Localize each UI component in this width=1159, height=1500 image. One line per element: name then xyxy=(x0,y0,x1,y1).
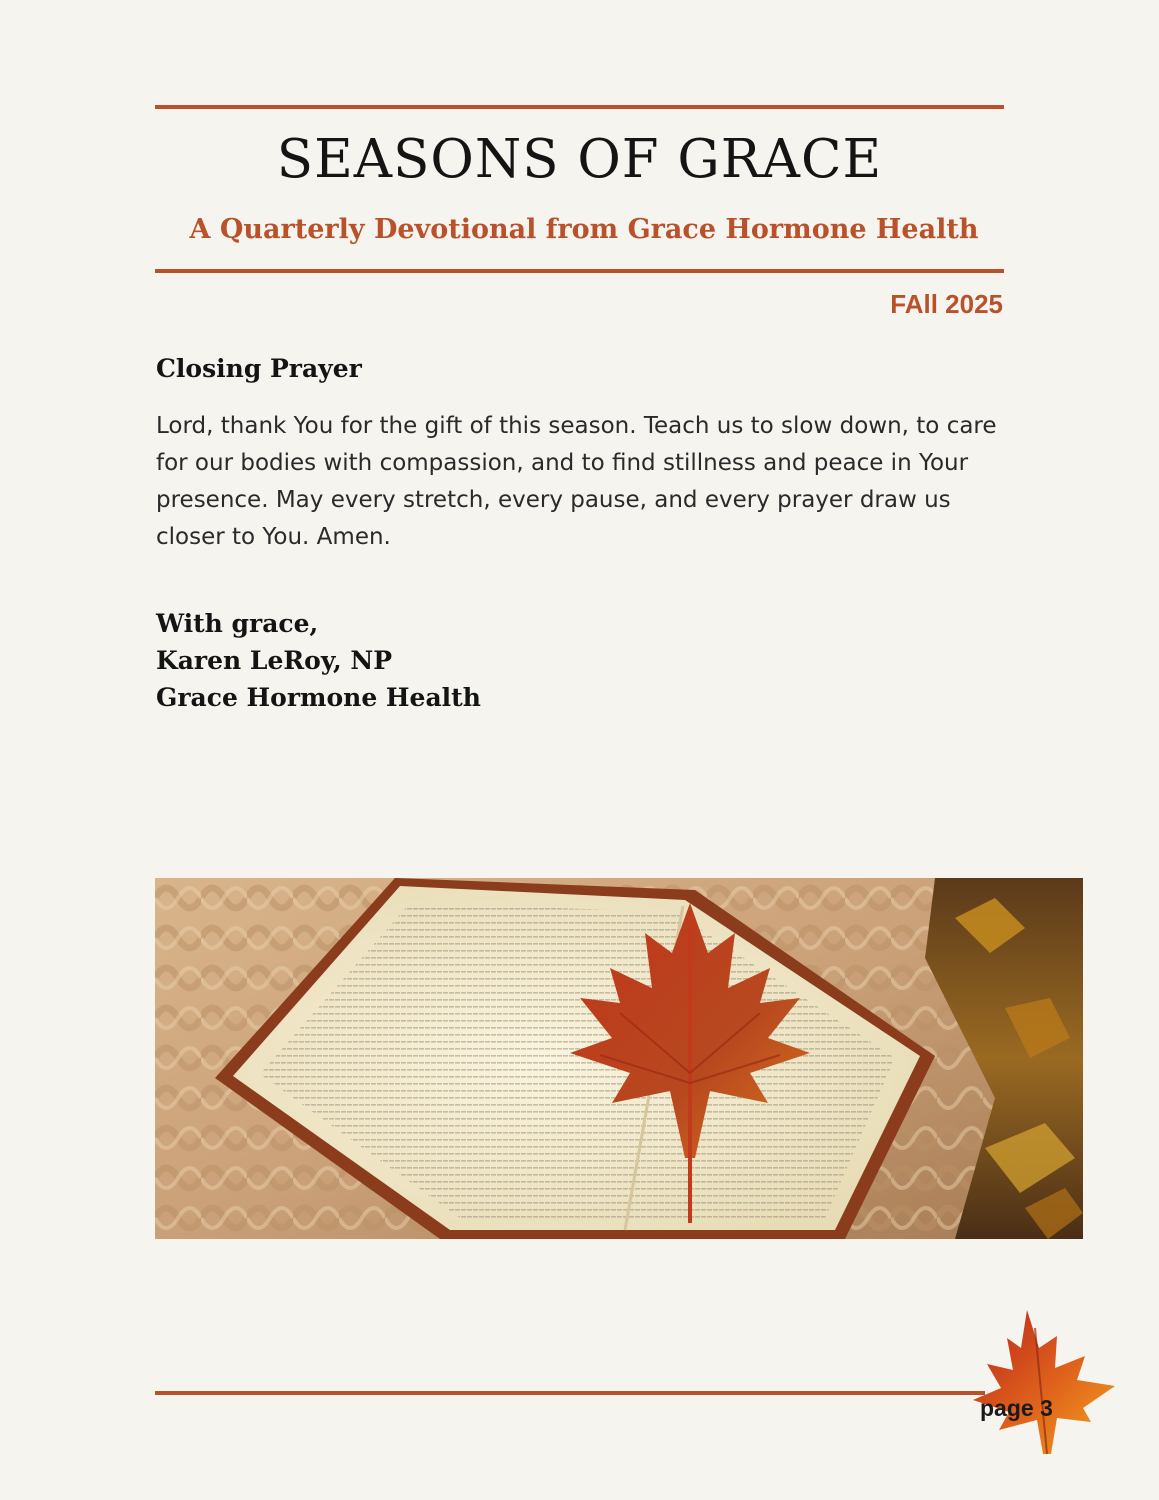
header-top-rule xyxy=(155,105,1004,109)
page-number: page 3 xyxy=(980,1395,1053,1421)
signature-block xyxy=(156,605,481,716)
book-leaf-photo xyxy=(155,878,1083,1239)
signature-name: Karen LeRoy, NP xyxy=(156,646,393,675)
maple-leaf-icon xyxy=(965,1308,1125,1458)
section-heading: Closing Prayer xyxy=(156,354,362,383)
prayer-text: Lord, thank You for the gift of this season. Teach us to slow down, to care for our bodies with compassion, and to find stillness and peace in Your presence. May every stretch, every pause, and every prayer draw us closer to You. Amen. xyxy=(156,413,997,550)
signature-closing: With grace, xyxy=(156,609,319,638)
footer-rule xyxy=(155,1391,985,1395)
newsletter-title: SEASONS OF GRACE xyxy=(276,129,883,190)
newsletter-subtitle: A Quarterly Devotional from Grace Hormone Health xyxy=(189,214,979,245)
issue-season: FAll 2025 xyxy=(890,289,1003,319)
header-bottom-rule xyxy=(155,269,1004,273)
signature-organization: Grace Hormone Health xyxy=(156,683,481,712)
